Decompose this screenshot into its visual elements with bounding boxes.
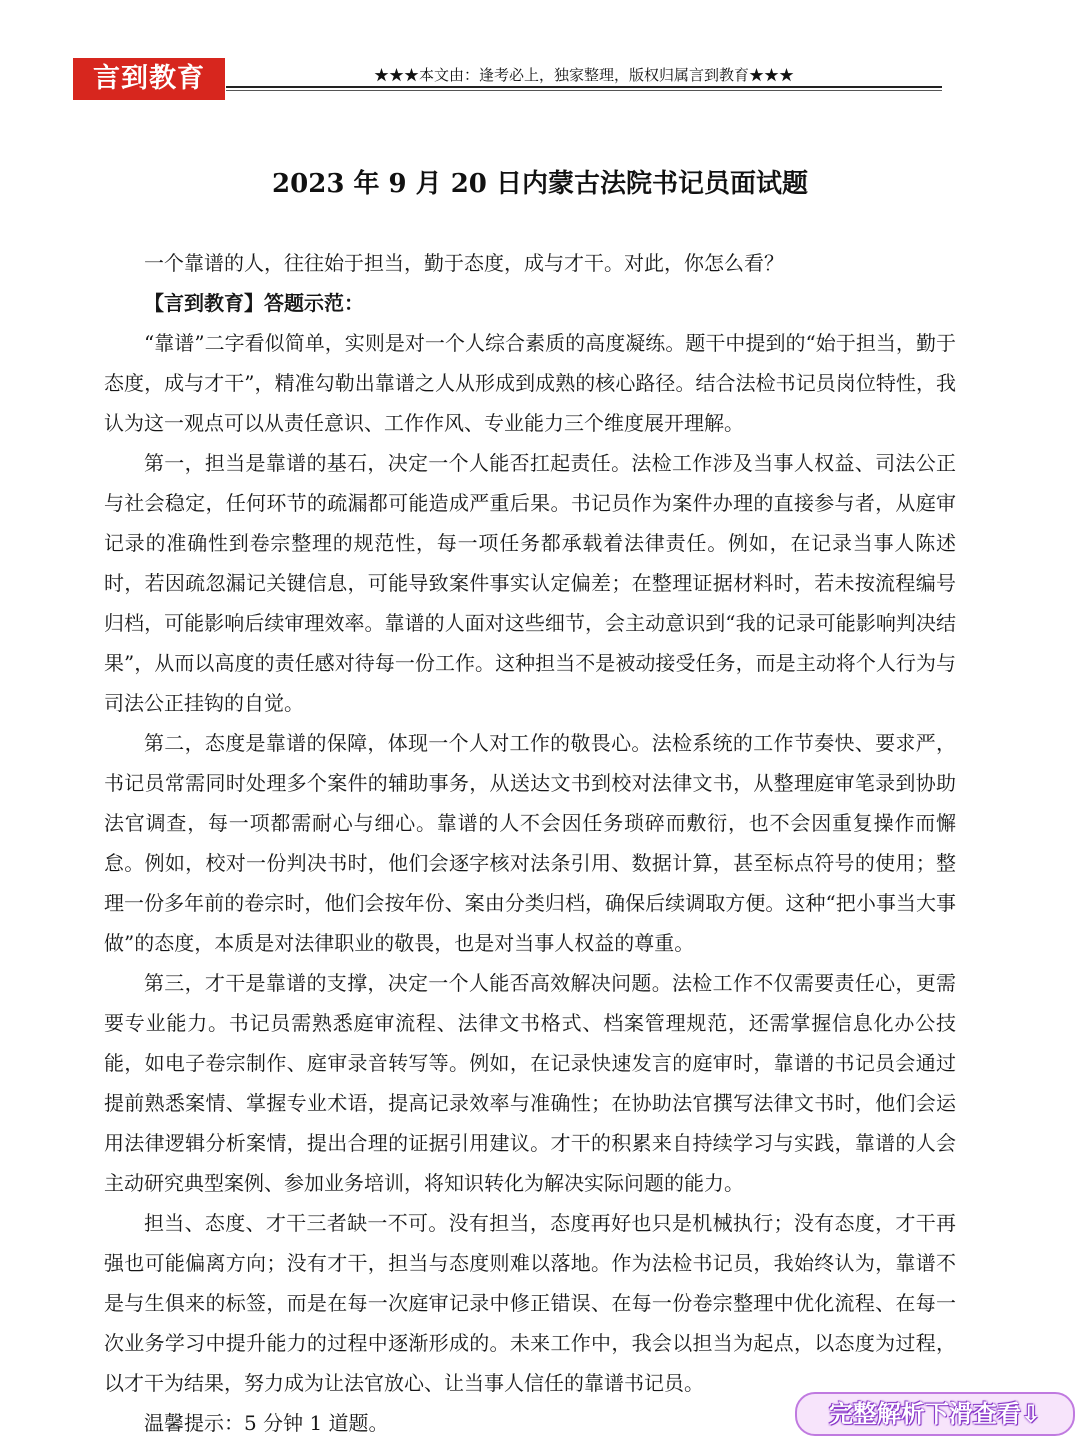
brand-logo: 言到教育 [73, 58, 225, 100]
header-divider-thin [226, 90, 942, 91]
paragraph-third-point: 第三，才干是靠谱的支撑，决定一个人能否高效解决问题。法检工作不仅需要责任心，更需要专业能力。书记员需熟悉庭审流程、法律文书格式、档案管理规范，还需掌握信息化办公技能，如电子卷宗制作、庭审录音转写等。例如，在记录快速发言的庭审时，靠谱的书记员会通过提前熟悉案情、掌握专业术语，提高记录效率与准确性；在协助法官撰写法律文书时，他们会运用法律逻辑分析案情，提出合理的证据引用建议。才干的积累来自持续学习与实践，靠谱的人会主动研究典型案例、参加业务培训，将知识转化为解决实际问题的能力。 [104, 971, 956, 1195]
document-title: 2023 年 9 月 20 日内蒙古法院书记员面试题 [272, 169, 808, 199]
tip-text: 温馨提示：5 分钟 1 道题。 [144, 1411, 389, 1435]
header-divider [226, 86, 942, 88]
answer-heading: 【言到教育】答题示范： [144, 291, 364, 315]
paragraph-intro: “靠谱”二字看似简单，实则是对一个人综合素质的高度凝练。题干中提到的“始于担当，勤于态度，成与才干”，精准勾勒出靠谱之人从形成到成熟的核心路径。结合法检书记员岗位特性，我认为这一观点可以从责任意识、工作作风、专业能力三个维度展开理解。 [104, 331, 956, 435]
copyright-notice: ★★★本文由：逢考必上，独家整理，版权归属言到教育★★★ [373, 66, 794, 84]
paragraph-conclusion: 担当、态度、才干三者缺一不可。没有担当，态度再好也只是机械执行；没有态度，才干再强也可能偏离方向；没有才干，担当与态度则难以落地。作为法检书记员，我始终认为，靠谱不是与生俱来的标签，而是在每一次庭审记录中修正错误、在每一份卷宗整理中优化流程、在每一次业务学习中提升能力的过程中逐渐形成的。未来工作中，我会以担当为起点，以态度为过程，以才干为结果，努力成为让法官放心、让当事人信任的靠谱书记员。 [104, 1211, 956, 1395]
question-text: 一个靠谱的人，往往始于担当，勤于态度，成与才干。对此，你怎么看？ [144, 251, 784, 275]
swipe-down-prompt[interactable]: 完整解析下滑查看⇩ [795, 1392, 1075, 1436]
paragraph-first-point: 第一，担当是靠谱的基石，决定一个人能否扛起责任。法检工作涉及当事人权益、司法公正与社会稳定，任何环节的疏漏都可能造成严重后果。书记员作为案件办理的直接参与者，从庭审记录的准确性到卷宗整理的规范性，每一项任务都承载着法律责任。例如，在记录当事人陈述时，若因疏忽漏记关键信息，可能导致案件事实认定偏差；在整理证据材料时，若未按流程编号归档，可能影响后续审理效率。靠谱的人面对这些细节，会主动意识到“我的记录可能影响判决结果”，从而以高度的责任感对待每一份工作。这种担当不是被动接受任务，而是主动将个人行为与司法公正挂钩的自觉。 [104, 451, 956, 715]
page-header [0, 0, 1080, 110]
paragraph-second-point: 第二，态度是靠谱的保障，体现一个人对工作的敬畏心。法检系统的工作节奏快、要求严，书记员常需同时处理多个案件的辅助事务，从送达文书到校对法律文书，从整理庭审笔录到协助法官调查，每一项都需耐心与细心。靠谱的人不会因任务琐碎而敷衍，也不会因重复操作而懈怠。例如，校对一份判决书时，他们会逐字核对法条引用、数据计算，甚至标点符号的使用；整理一份多年前的卷宗时，他们会按年份、案由分类归档，确保后续调取方便。这种“把小事当大事做”的态度，本质是对法律职业的敬畏，也是对当事人权益的尊重。 [104, 731, 956, 955]
document-body [104, 243, 956, 1443]
